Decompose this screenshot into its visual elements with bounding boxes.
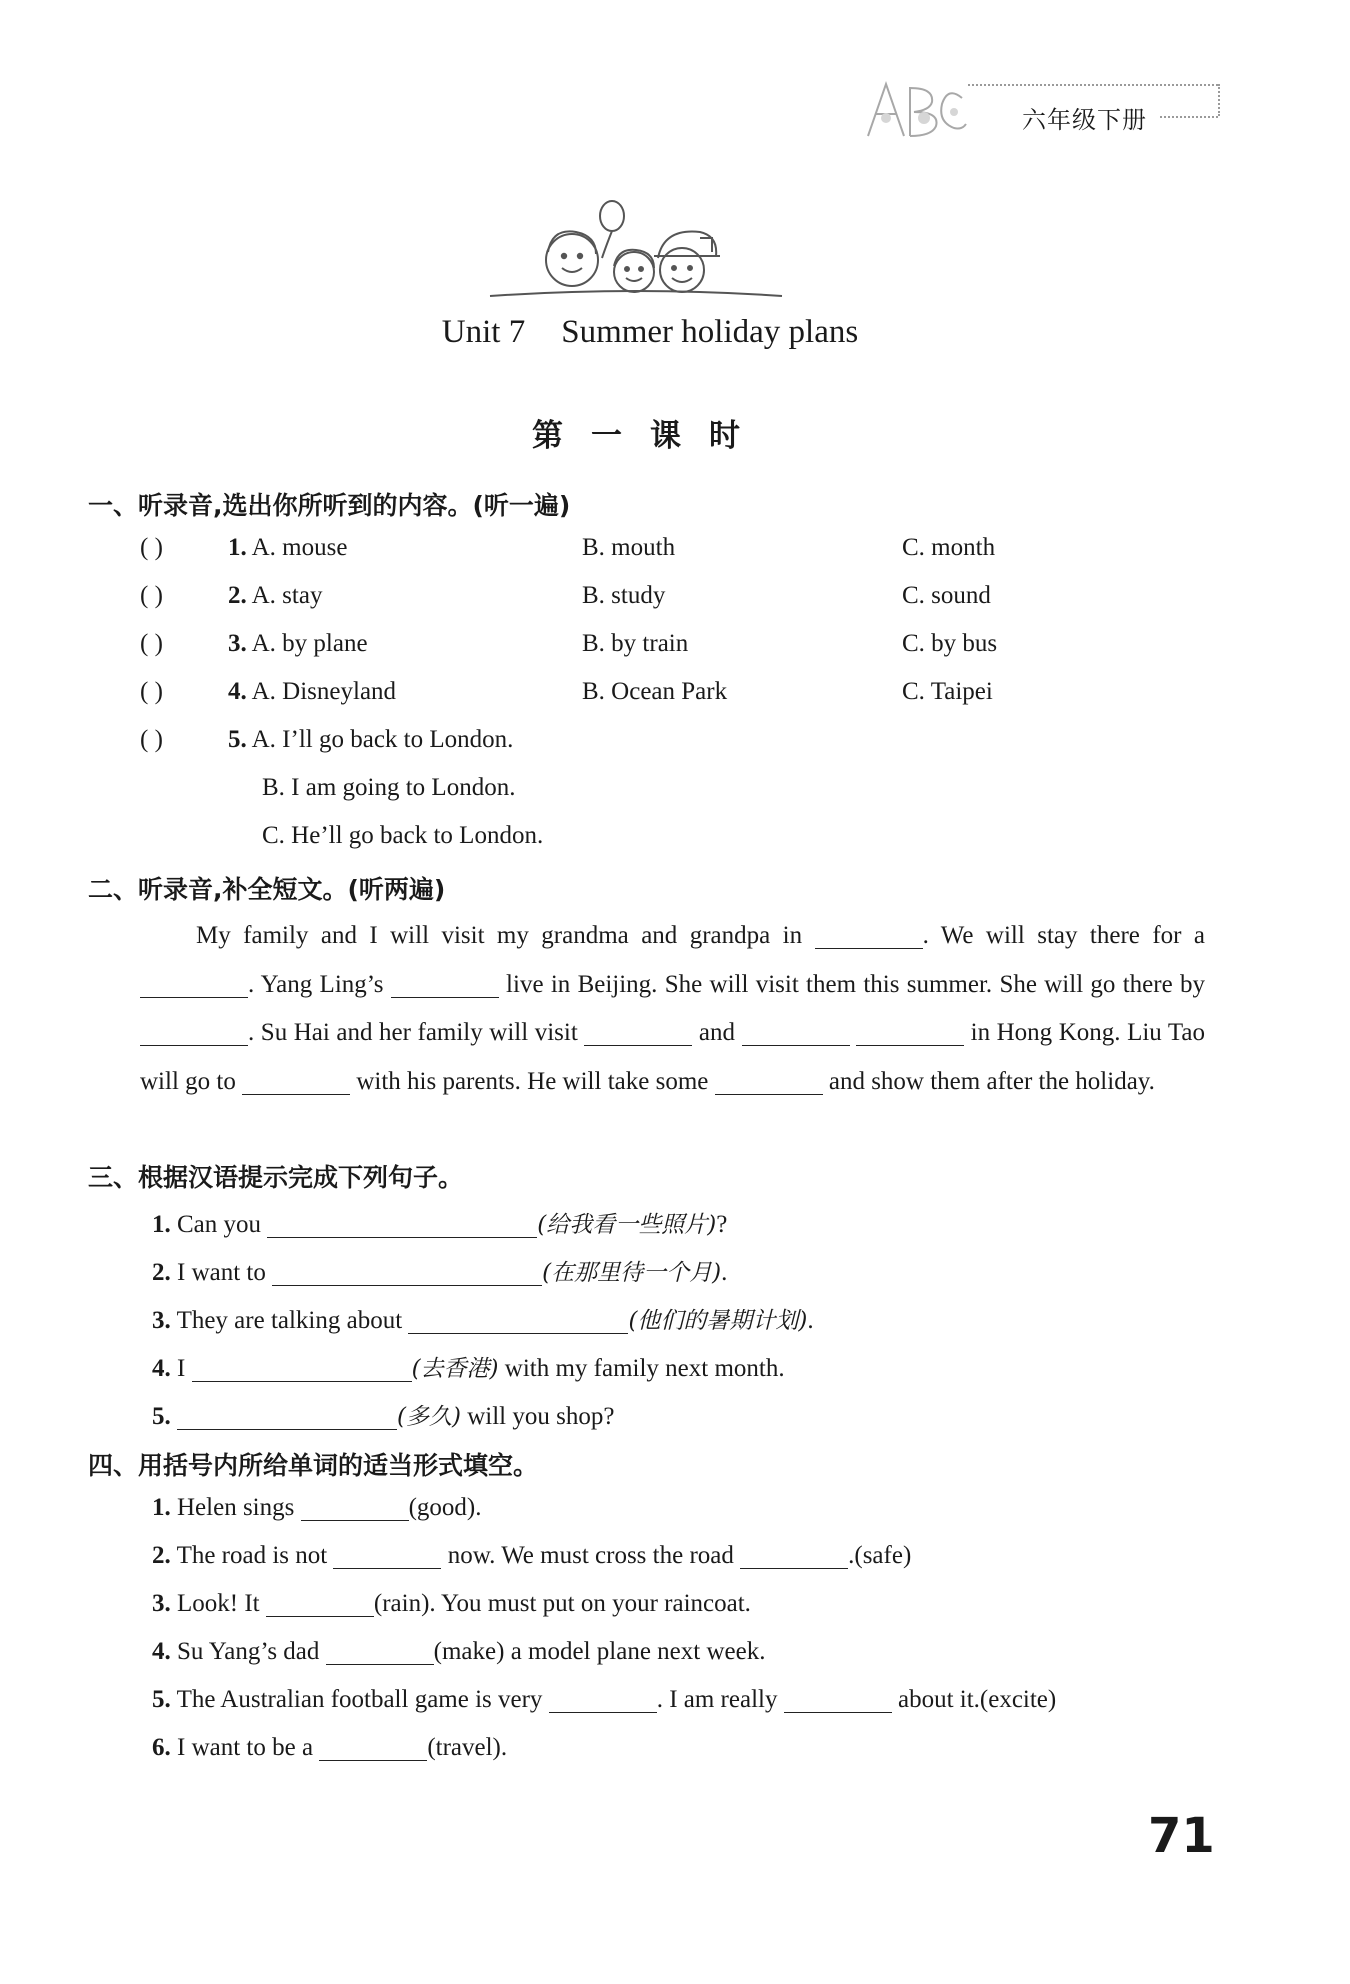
chinese-hint: (多久) — [397, 1404, 461, 1430]
cloze-text: with his parents. He will take some — [356, 1067, 709, 1095]
cloze-paragraph — [140, 912, 1205, 1106]
header-border-top — [968, 84, 1218, 86]
unit-title — [0, 314, 1300, 351]
cloze-text: . Yang Ling’s — [248, 970, 384, 998]
item-number: 5. — [152, 1403, 171, 1430]
unit-name: Summer holiday plans — [561, 314, 859, 350]
item-number: 1. — [228, 534, 247, 561]
sentence-text: Look! It — [177, 1590, 260, 1617]
sentence-text: ? — [716, 1211, 728, 1238]
option-a: A. by plane — [251, 630, 368, 657]
answer-blank[interactable] — [140, 1019, 248, 1046]
answer-blank[interactable] — [177, 1403, 397, 1430]
option-row — [228, 726, 513, 754]
option-b: B. study — [582, 582, 666, 609]
chinese-hint: (在那里待一个月) — [542, 1260, 722, 1286]
answer-blank[interactable] — [266, 1590, 374, 1617]
answer-blank[interactable] — [140, 971, 248, 998]
unit-number: Unit 7 — [441, 314, 526, 350]
option-row — [228, 630, 368, 658]
cloze-text: . We will stay there for a — [922, 922, 1205, 949]
answer-blank[interactable] — [192, 1355, 412, 1382]
item-number: 4. — [152, 1355, 171, 1382]
item-number: 5. — [228, 726, 247, 753]
sentence-text: Helen sings — [177, 1494, 295, 1521]
sentence-row — [152, 1302, 814, 1335]
lesson-title: 第一课时 — [532, 418, 768, 453]
answer-blank[interactable] — [549, 1686, 657, 1713]
sentence-text: . — [721, 1259, 728, 1286]
sentence-text: Su Yang’s dad — [177, 1638, 320, 1665]
header-border-bottom — [1160, 116, 1218, 118]
answer-blank[interactable] — [408, 1307, 628, 1334]
item-number: 6. — [152, 1734, 171, 1761]
section4-heading: 四、用括号内所给单词的适当形式填空。 — [88, 1451, 539, 1480]
chinese-hint: (去香港) — [411, 1356, 499, 1382]
option-c: C. by bus — [902, 630, 998, 657]
sentence-row — [152, 1254, 727, 1287]
page-number: 71 — [1148, 1808, 1215, 1864]
answer-bracket[interactable]: ( ) — [140, 582, 163, 609]
chinese-hint: (他们的暑期计划) — [628, 1308, 808, 1334]
item-number: 3. — [228, 630, 247, 657]
option-row — [228, 678, 396, 706]
sentence-text: (make) a model plane next week. — [433, 1638, 766, 1665]
cloze-text: and — [698, 1019, 735, 1046]
option-row — [228, 534, 347, 562]
item-number: 2. — [228, 582, 247, 609]
answer-blank[interactable] — [784, 1686, 892, 1713]
option-b: B. Ocean Park — [582, 678, 728, 705]
sentence-row — [152, 1206, 727, 1239]
cloze-text: in Hong Kong. Liu Tao will go to — [140, 1019, 1206, 1095]
answer-blank[interactable] — [242, 1068, 350, 1095]
option-c: C. He’ll go back to London. — [262, 822, 544, 849]
cloze-text: My family and I will visit my grandma and grandpa in — [196, 922, 803, 949]
sentence-row — [152, 1494, 482, 1522]
option-b: B. mouth — [582, 534, 676, 561]
option-a: A. I’ll go back to London. — [251, 726, 514, 753]
sentence-text: I want to be a — [177, 1734, 314, 1761]
sentence-text: . I am really — [656, 1686, 778, 1713]
answer-blank[interactable] — [740, 1542, 848, 1569]
header-border-right — [1218, 84, 1220, 116]
sentence-text: now. We must cross the road — [447, 1542, 734, 1569]
item-number: 3. — [152, 1307, 171, 1334]
sentence-row — [152, 1350, 785, 1383]
cloze-text: . Su Hai and her family will visit — [248, 1019, 578, 1046]
sentence-text: The road is not — [176, 1542, 328, 1569]
section1-heading: 一、听录音,选出你所听到的内容。(听一遍) — [88, 491, 571, 520]
sentence-text: They are talking about — [176, 1307, 403, 1334]
option-c: C. Taipei — [902, 678, 993, 705]
answer-blank[interactable] — [301, 1494, 409, 1521]
item-number: 4. — [228, 678, 247, 705]
answer-bracket[interactable]: ( ) — [140, 726, 163, 753]
answer-blank[interactable] — [715, 1068, 823, 1095]
children-illustration-icon — [486, 196, 786, 308]
item-number: 5. — [152, 1686, 171, 1713]
sentence-text: I — [177, 1355, 186, 1382]
answer-blank[interactable] — [815, 922, 923, 949]
sentence-row — [152, 1734, 507, 1762]
sentence-text: about it.(excite) — [897, 1686, 1057, 1713]
item-number: 2. — [152, 1542, 171, 1569]
sentence-text: (rain). You must put on your raincoat. — [373, 1590, 751, 1617]
option-c: C. month — [902, 534, 996, 561]
answer-blank[interactable] — [272, 1259, 542, 1286]
answer-blank[interactable] — [267, 1211, 537, 1238]
answer-bracket[interactable]: ( ) — [140, 630, 163, 657]
answer-blank[interactable] — [333, 1542, 441, 1569]
sentence-text: will you shop? — [467, 1403, 615, 1430]
answer-blank[interactable] — [319, 1734, 427, 1761]
item-number: 4. — [152, 1638, 171, 1665]
option-c: C. sound — [902, 582, 991, 609]
item-number: 3. — [152, 1590, 171, 1617]
sentence-text: . — [807, 1307, 814, 1334]
cloze-text: and show them after the holiday. — [828, 1067, 1155, 1095]
item-number: 2. — [152, 1259, 171, 1286]
chinese-hint: (给我看一些照片) — [537, 1212, 717, 1238]
abc-logo-icon — [862, 78, 972, 140]
option-a: A. stay — [251, 582, 323, 609]
answer-blank[interactable] — [391, 971, 499, 998]
answer-bracket[interactable]: ( ) — [140, 678, 163, 705]
item-number: 1. — [152, 1211, 171, 1238]
sentence-row — [152, 1398, 614, 1431]
answer-blank[interactable] — [584, 1019, 692, 1046]
sentence-text: with my family next month. — [504, 1355, 785, 1382]
answer-bracket[interactable]: ( ) — [140, 534, 163, 561]
sentence-text: (travel). — [427, 1734, 508, 1761]
section3-heading: 三、根据汉语提示完成下列句子。 — [88, 1163, 464, 1192]
option-b: B. I am going to London. — [262, 774, 516, 801]
option-a: A. mouse — [251, 534, 348, 561]
sentence-text: I want to — [177, 1259, 266, 1286]
sentence-text: .(safe) — [848, 1542, 912, 1569]
item-number: 1. — [152, 1494, 171, 1521]
option-row — [228, 582, 322, 610]
sentence-row — [152, 1590, 751, 1618]
sentence-text: The Australian football game is very — [176, 1686, 543, 1713]
answer-blank[interactable] — [742, 1019, 850, 1046]
sentence-row — [152, 1638, 765, 1666]
grade-label: 六年级下册 — [1022, 106, 1147, 134]
sentence-row — [152, 1686, 1056, 1714]
option-a: A. Disneyland — [251, 678, 397, 705]
sentence-row — [152, 1542, 911, 1570]
sentence-text: (good). — [408, 1494, 482, 1521]
cloze-text: live in Beijing. She will visit them this summer. She will go there by — [506, 970, 1205, 998]
answer-blank[interactable] — [326, 1638, 434, 1665]
answer-blank[interactable] — [856, 1019, 964, 1046]
section2-heading: 二、听录音,补全短文。(听两遍) — [88, 875, 446, 904]
option-b: B. by train — [582, 630, 689, 657]
sentence-text: Can you — [177, 1211, 262, 1238]
